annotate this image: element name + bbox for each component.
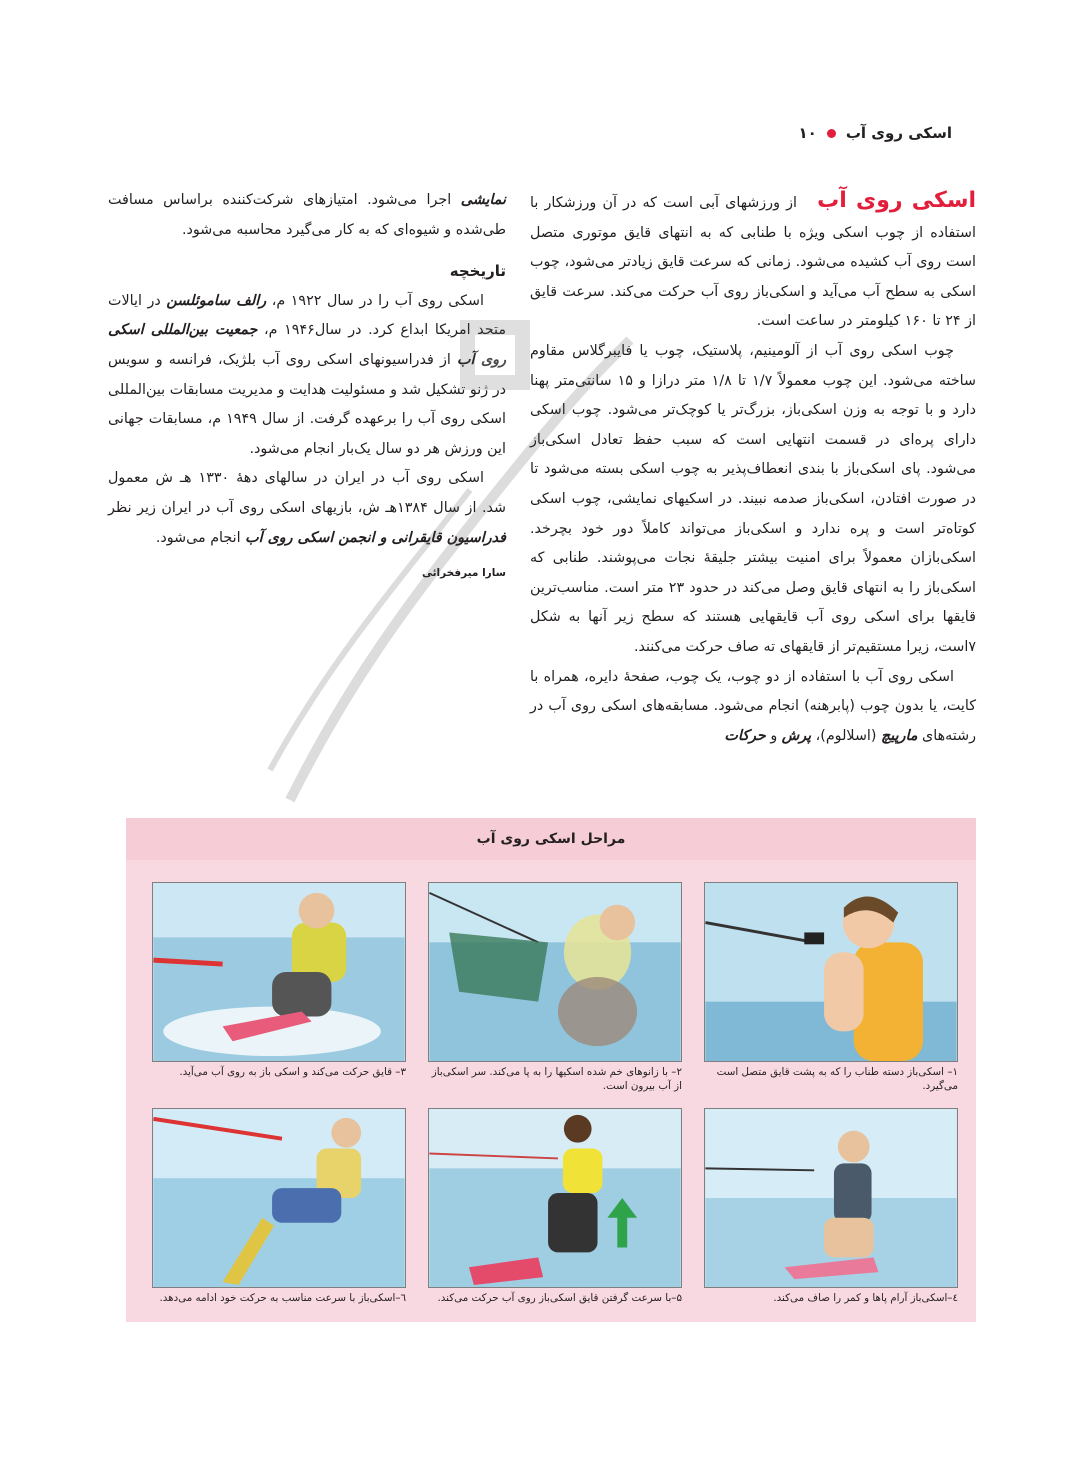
paragraph-text: (اسلالوم)، [815,727,877,744]
running-head-title: اسکی روی آب [845,124,952,142]
step-3-caption: ۳– قایق حرکت می‌کند و اسکی باز به روی آب می‌آید. [179,1066,406,1078]
step-3-illustration [152,882,406,1062]
page-number: ۱۰ [798,124,817,142]
author-name: سارا میرفخرائی [421,567,506,580]
article-paragraph-1 [530,186,976,337]
history-heading: تاریخچه [449,262,506,281]
paragraph-text: اجرا می‌شود. امتیازهای شرکت‌کننده براساس مسافت طی‌شده و شیوه‌ای که به کار می‌گیرد محاسبه می‌شود. [108,192,506,238]
step-5 [428,1108,682,1305]
bullet-dot-icon [827,129,836,138]
step-5-illustration [428,1108,682,1288]
step-1 [704,882,958,1093]
history-paragraph-1 [108,287,506,465]
paragraph-text: و [770,727,778,744]
figure-title: مراحل اسکی روی آب [126,818,976,860]
article-paragraph-3-continued [108,186,506,245]
step-4-illustration [704,1108,958,1288]
paragraph-text: اسکی روی آب با استفاده از دو چوب، یک چوب، صفحهٔ دایره، همراه با کایت، یا بدون چوب (پابرهنه) انجام می‌شود. مسابقه‌های اسکی روی آب در رشته‌های [530,668,976,744]
federation-name: جمعیت بین‌المللی اسکی روی آب [108,322,506,368]
paragraph-text: اسکی روی آب را در سال ۱۹۲۲ م، [271,292,484,309]
step-4 [704,1108,958,1305]
step-1-caption: ۱– اسکی‌باز دسته طناب را که به پشت قایق متصل است می‌گیرد. [716,1066,958,1092]
article-paragraph-3 [530,663,976,752]
step-2-illustration [428,882,682,1062]
paragraph-text: در ایالات متحد امریکا ابداع کرد. در سال۱۹۴۶ م، [108,292,506,339]
step-3 [152,882,406,1079]
article-column-left [108,186,506,589]
inventor-name: رالف ساموئلسن [166,292,267,309]
article-title: اسکی روی آب [817,188,977,213]
figure-panel [126,818,976,1322]
step-2 [428,882,682,1093]
step-4-caption: ٤–اسکی‌باز آرام پاها و کمر را صاف می‌کند. [773,1292,958,1304]
iran-federation-name: فدراسیون قایقرانی و انجمن اسکی روی آب [245,529,506,546]
step-2-caption: ۲– با زانوهای خم شده اسکیها را به پا می‌کند. سر اسکی‌باز از آب بیرون است. [431,1066,682,1092]
paragraph-text: انجام می‌شود. [155,529,241,546]
step-5-caption: ۵–با سرعت گرفتن قایق اسکی‌باز روی آب حرکت می‌کند. [437,1292,682,1304]
step-6-caption: ٦–اسکی‌باز با سرعت مناسب به حرکت خود ادامه می‌دهد. [159,1292,406,1304]
step-6-illustration [152,1108,406,1288]
article-column-right [530,186,976,751]
step-6 [152,1108,406,1305]
term-show: نمایشی [460,192,507,208]
step-1-illustration [704,882,958,1062]
term-slalom: مارپیچ [881,727,918,744]
article-paragraph-2: چوب اسکی روی آب از آلومینیم، پلاستیک، چوب یا فایبرگلاس مقاوم ساخته می‌شود. این چوب معمولاً ۱/۷ تا ۱/۸ متر درازا و ۱۵ سانتی‌متر پهنا دارد و با توجه به وزن اسکی‌باز، بزرگ‌تر یا کوچک‌تر می‌شود. چوب اسکی دارای پره‌ای در قسمت انتهایی است که سبب حفظ تعادل اسکی‌باز می‌شود. پای اسکی‌باز با بندی انعطاف‌پذیر به چوب اسکی بسته می‌شود تا در صورت افتادن، اسکی‌باز صدمه نبیند. در اسکیهای نمایشی، چوب اسکی کوتاه‌تر است و پره ندارد و اسکی‌باز می‌تواند کاملاً دور خود بچرخد. اسکی‌بازان معمولاً برای امنیت بیشتر جلیقهٔ نجات می‌پوشند. طنابی که اسکی‌باز را به انتهای قایق وصل می‌کند در حدود ۲۳ متر است. مناسب‌ترین قایقها برای اسکی روی آب قایقهایی هستند که سطح زیر آنها به شکل ۷است، زیرا مستقیم‌تر از قایقهای ته صاف حرکت می‌کنند. [530,342,977,655]
history-paragraph-2 [108,464,506,553]
paragraph-text: اسکی روی آب در ایران در سالهای دههٔ ۱۳۳۰ هـ ش معمول شد. از سال ۱۳۸۴هـ ش، بازیهای اسکی روی آب در ایران زیر نظر [108,470,506,516]
running-head [799,124,952,142]
term-jump: پرش [781,727,812,744]
paragraph-text: از فدراسیونهای اسکی روی آب بلژیک، فرانسه و سویس در ژنو تشکیل شد و مسئولیت هدایت و مدیریت مسابقات بین‌المللی اسکی روی آب را برعهده گرفت. از سال ۱۹۴۹ م، مسابقات جهانی این ورزش هر دو سال یک‌بار انجام می‌شود. [108,351,507,457]
term-tricks: حرکات [724,727,766,744]
paragraph-text: از ورزشهای آبی است که در آن ورزشکار با استفاده از چوب اسکی ویژه با طنابی که به انتهای قایق موتوری متصل است روی آب کشیده می‌شود. زمانی که سرعت قایق زیادتر می‌شود، چوب اسکی به سطح آب می‌آید و اسکی‌باز روی آب حرکت می‌کند. سرعت قایق از ۲۴ تا ۱۶۰ کیلومتر در ساعت است. [530,195,976,330]
